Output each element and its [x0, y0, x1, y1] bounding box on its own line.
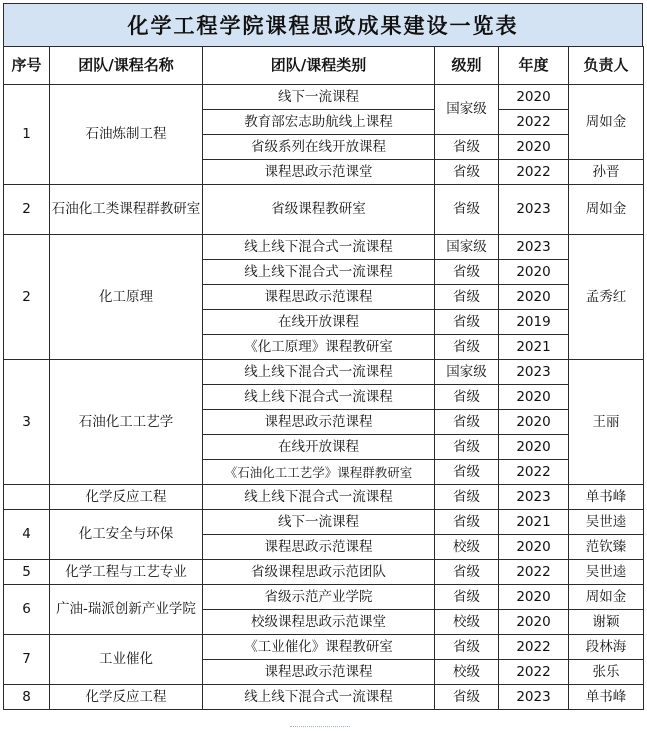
row-lead: 孙晋 [569, 160, 644, 185]
row-name: 工业催化 [50, 635, 203, 685]
row-no: 2 [4, 235, 50, 360]
row-category: 线上线下混合式一流课程 [203, 685, 435, 710]
row-year: 2021 [499, 335, 569, 360]
row-level: 省级 [435, 435, 499, 460]
row-category: 课程思政示范课程 [203, 285, 435, 310]
table-title: 化学工程学院课程思政成果建设一览表 [3, 3, 643, 46]
row-year: 2020 [499, 135, 569, 160]
row-year: 2023 [499, 685, 569, 710]
row-level: 省级 [435, 285, 499, 310]
row-name: 石油化工类课程群教研室 [50, 185, 203, 235]
table-row [4, 235, 644, 260]
row-year: 2022 [499, 660, 569, 685]
row-category: 线下一流课程 [203, 510, 435, 535]
row-category: 线上线下混合式一流课程 [203, 485, 435, 510]
row-year: 2020 [499, 585, 569, 610]
table-row [4, 685, 644, 710]
row-category: 课程思政示范课程 [203, 410, 435, 435]
row-name: 化工原理 [50, 235, 203, 360]
row-lead: 段林海 [569, 635, 644, 660]
row-year: 2020 [499, 85, 569, 110]
header-no: 序号 [4, 47, 50, 85]
row-name: 化学反应工程 [50, 685, 203, 710]
row-level: 省级 [435, 385, 499, 410]
row-level: 校级 [435, 535, 499, 560]
table-row [4, 560, 644, 585]
row-category: 课程思政示范课程 [203, 535, 435, 560]
row-lead: 吴世逵 [569, 560, 644, 585]
row-year: 2022 [499, 460, 569, 485]
row-level: 校级 [435, 660, 499, 685]
row-level: 省级 [435, 160, 499, 185]
row-level: 省级 [435, 260, 499, 285]
row-level: 省级 [435, 335, 499, 360]
row-category: 教育部宏志助航线上课程 [203, 110, 435, 135]
table-row [4, 360, 644, 385]
row-lead: 周如金 [569, 85, 644, 160]
row-no: 7 [4, 635, 50, 685]
row-category: 省级课程教研室 [203, 185, 435, 235]
row-level: 省级 [435, 585, 499, 610]
header-level: 级别 [435, 47, 499, 85]
row-year: 2022 [499, 635, 569, 660]
results-sheet [3, 3, 643, 710]
row-level: 省级 [435, 310, 499, 335]
row-category: 省级课程思政示范团队 [203, 560, 435, 585]
row-no: 1 [4, 85, 50, 185]
row-no: 3 [4, 360, 50, 485]
row-category: 校级课程思政示范课堂 [203, 610, 435, 635]
row-level: 国家级 [435, 235, 499, 260]
row-level: 省级 [435, 460, 499, 485]
row-level: 省级 [435, 560, 499, 585]
row-level: 省级 [435, 410, 499, 435]
row-lead: 张乐 [569, 660, 644, 685]
row-year: 2023 [499, 235, 569, 260]
row-year: 2023 [499, 360, 569, 385]
row-no [4, 485, 50, 510]
row-year: 2020 [499, 285, 569, 310]
row-lead: 吴世逵 [569, 510, 644, 535]
table-row [4, 185, 644, 235]
row-level: 国家级 [435, 85, 499, 135]
row-category: 《化工原理》课程教研室 [203, 335, 435, 360]
row-category: 线上线下混合式一流课程 [203, 360, 435, 385]
row-year: 2020 [499, 435, 569, 460]
row-category: 《石油化工工艺学》课程群教研室 [203, 460, 435, 485]
row-year: 2023 [499, 485, 569, 510]
row-no: 2 [4, 185, 50, 235]
row-no: 8 [4, 685, 50, 710]
header-name: 团队/课程名称 [50, 47, 203, 85]
row-level: 省级 [435, 485, 499, 510]
row-category: 课程思政示范课堂 [203, 160, 435, 185]
row-category: 在线开放课程 [203, 435, 435, 460]
row-category: 省级示范产业学院 [203, 585, 435, 610]
table-row [4, 585, 644, 610]
row-year: 2020 [499, 410, 569, 435]
results-table [3, 46, 644, 710]
row-name: 化学工程与工艺专业 [50, 560, 203, 585]
row-year: 2021 [499, 510, 569, 535]
row-level: 省级 [435, 635, 499, 660]
row-level: 省级 [435, 685, 499, 710]
row-lead: 王丽 [569, 360, 644, 485]
row-lead: 周如金 [569, 585, 644, 610]
row-category: 线上线下混合式一流课程 [203, 235, 435, 260]
row-category: 线下一流课程 [203, 85, 435, 110]
row-category: 线上线下混合式一流课程 [203, 385, 435, 410]
header-lead: 负责人 [569, 47, 644, 85]
row-category: 《工业催化》课程教研室 [203, 635, 435, 660]
row-category: 在线开放课程 [203, 310, 435, 335]
header-row [4, 47, 644, 85]
row-year: 2022 [499, 160, 569, 185]
row-lead: 单书峰 [569, 685, 644, 710]
row-level: 省级 [435, 135, 499, 160]
table-row [4, 510, 644, 535]
row-lead: 周如金 [569, 185, 644, 235]
row-year: 2020 [499, 535, 569, 560]
row-name: 化工安全与环保 [50, 510, 203, 560]
row-no: 5 [4, 560, 50, 585]
row-year: 2019 [499, 310, 569, 335]
row-level: 省级 [435, 185, 499, 235]
row-year: 2020 [499, 385, 569, 410]
row-name: 化学反应工程 [50, 485, 203, 510]
row-category: 线上线下混合式一流课程 [203, 260, 435, 285]
table-row [4, 635, 644, 660]
row-no: 4 [4, 510, 50, 560]
row-year: 2022 [499, 110, 569, 135]
row-level: 省级 [435, 510, 499, 535]
table-row [4, 85, 644, 110]
row-level: 校级 [435, 610, 499, 635]
row-category: 课程思政示范课程 [203, 660, 435, 685]
row-lead: 谢颖 [569, 610, 644, 635]
row-year: 2020 [499, 610, 569, 635]
row-lead: 单书峰 [569, 485, 644, 510]
row-lead: 孟秀红 [569, 235, 644, 360]
row-level: 国家级 [435, 360, 499, 385]
row-name: 广油-瑞派创新产业学院 [50, 585, 203, 635]
row-year: 2022 [499, 560, 569, 585]
row-category: 省级系列在线开放课程 [203, 135, 435, 160]
header-year: 年度 [499, 47, 569, 85]
table-row [4, 485, 644, 510]
row-no: 6 [4, 585, 50, 635]
row-lead: 范钦臻 [569, 535, 644, 560]
row-year: 2020 [499, 260, 569, 285]
header-category: 团队/课程类别 [203, 47, 435, 85]
row-year: 2023 [499, 185, 569, 235]
row-name: 石油化工工艺学 [50, 360, 203, 485]
row-name: 石油炼制工程 [50, 85, 203, 185]
page-divider [290, 726, 350, 729]
